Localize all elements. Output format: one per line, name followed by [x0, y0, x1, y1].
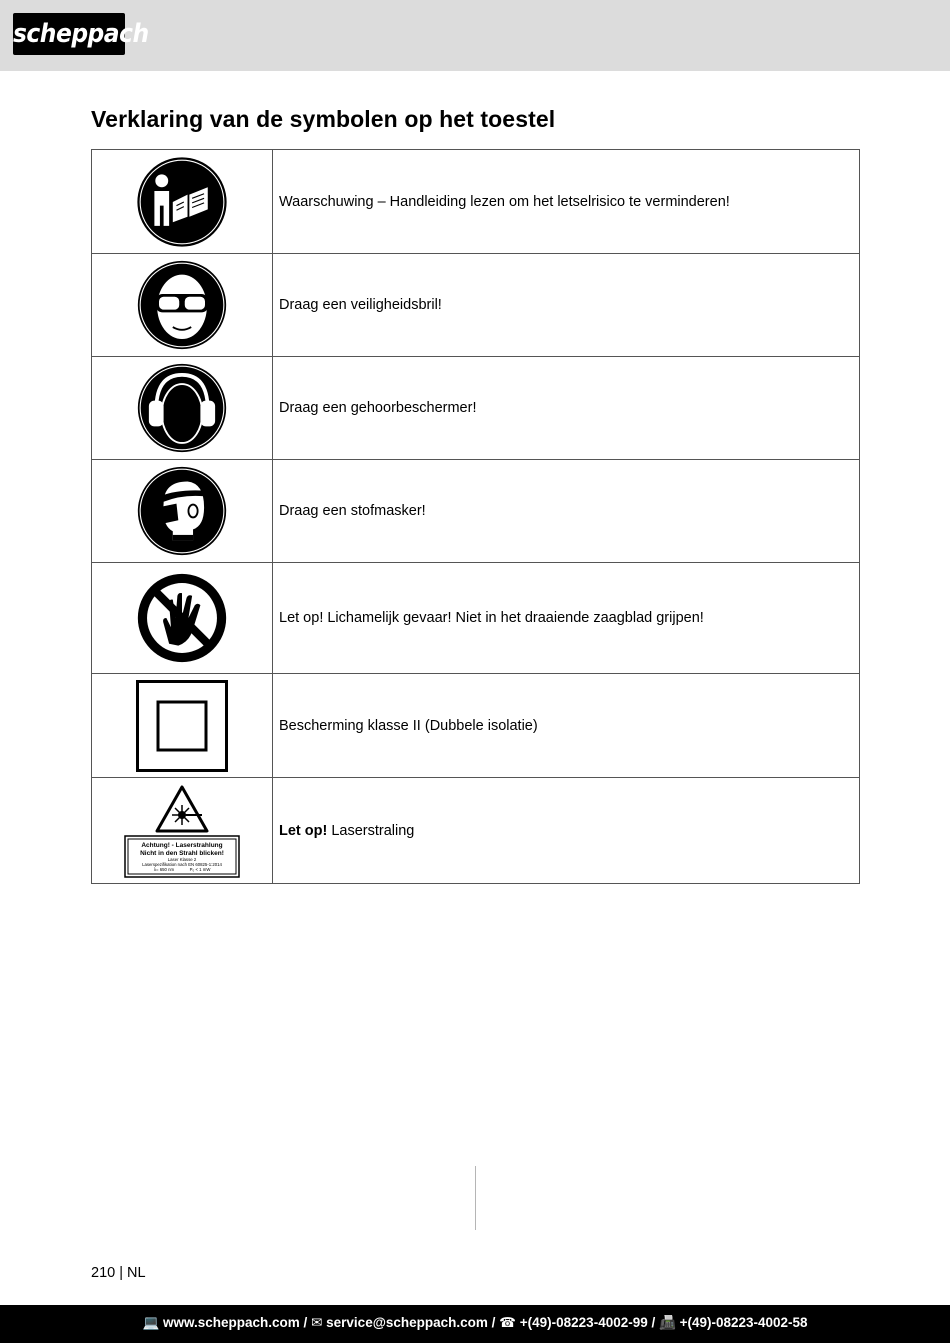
symbols-table: [91, 149, 860, 884]
page-footer: [0, 1305, 950, 1343]
email-icon: ✉: [311, 1315, 323, 1330]
table-row: [92, 778, 860, 884]
phone-icon: ☎: [499, 1315, 516, 1330]
table-row: [92, 460, 860, 563]
symbol-description: Draag een veiligheidsbril!: [273, 254, 860, 357]
symbol-description: Draag een stofmasker!: [273, 460, 860, 563]
footer-email[interactable]: service@scheppach.com /: [326, 1315, 496, 1330]
symbol-description: Waarschuwing – Handleiding lezen om het letselrisico te verminderen!: [273, 150, 860, 254]
ear-protection-icon: [136, 362, 228, 454]
laser-label-power: P₀ < 1 mW: [189, 866, 211, 872]
laser-label-line1: Achtung! - Laserstrahlung: [141, 841, 223, 849]
fax-icon: 📠: [659, 1315, 676, 1330]
laser-label-line3: Laser Klasse 2: [167, 856, 197, 862]
safety-goggles-icon: [136, 259, 228, 351]
laser-warning-icon: [124, 784, 240, 878]
page-number: 210 | NL: [91, 1265, 146, 1281]
footer-website[interactable]: www.scheppach.com /: [163, 1315, 308, 1330]
protection-class-2-icon: [136, 680, 228, 772]
symbol-description: [273, 778, 860, 884]
computer-icon: 💻: [142, 1315, 160, 1330]
scheppach-logo: scheppach: [13, 13, 125, 55]
table-row: [92, 254, 860, 357]
symbol-description: Bescherming klasse II (Dubbele isolatie): [273, 674, 860, 778]
table-row: [92, 674, 860, 778]
table-row: [92, 563, 860, 674]
footer-fax: +(49)-08223-4002-58: [679, 1315, 808, 1330]
symbol-description: Let op! Lichamelijk gevaar! Niet in het draaiende zaagblad grijpen!: [273, 563, 860, 674]
symbol-description-rest: Laserstraling: [327, 822, 415, 839]
page-header: [0, 0, 950, 71]
no-hands-icon: [136, 572, 228, 664]
table-row: [92, 150, 860, 254]
laser-label-line2: Nicht in den Strahl blicken!: [140, 849, 224, 857]
laser-label-wavelength: λ= 650 nm: [153, 866, 175, 872]
footer-phone: +(49)-08223-4002-99 /: [519, 1315, 656, 1330]
symbol-description-bold: Let op!: [279, 822, 328, 839]
page-title: Verklaring van de symbolen op het toestel: [91, 106, 556, 132]
laser-label-line4: Laserspezifikation nach EN 60825-1:2014: [142, 861, 222, 867]
dust-mask-icon: [136, 465, 228, 557]
symbol-description: Draag een gehoorbeschermer!: [273, 357, 860, 460]
table-row: [92, 357, 860, 460]
read-manual-icon: [136, 156, 228, 248]
center-divider: [475, 1166, 476, 1230]
